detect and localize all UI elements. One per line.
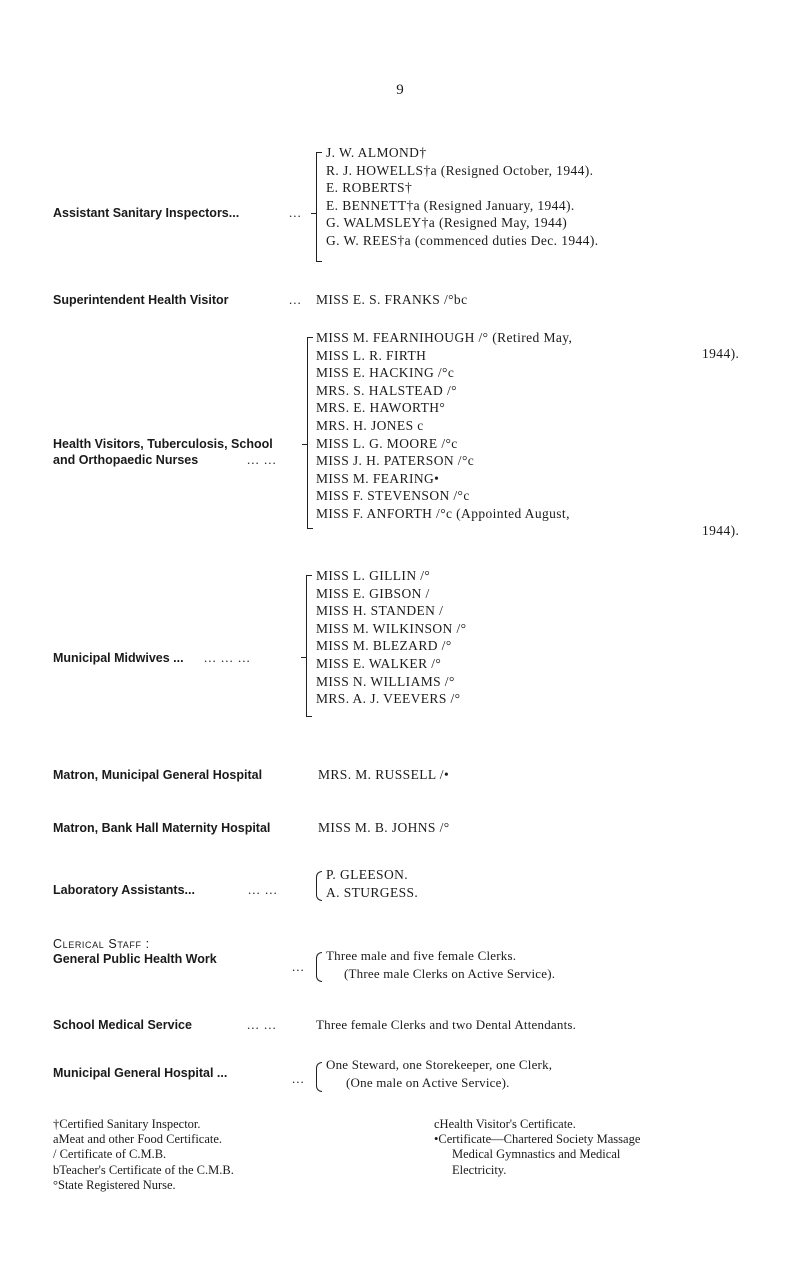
name-line: MRS. A. J. VEEVERS /°: [316, 691, 461, 707]
brace: [316, 152, 322, 262]
sanitary-names: [326, 144, 599, 250]
text-line: (Three male Clerks on Active Service).: [344, 965, 556, 981]
continuation-anforth: 1944).: [702, 523, 740, 538]
brace-tip: [302, 444, 308, 445]
matron-bankhall-name: MISS M. B. JOHNS /°: [318, 820, 450, 835]
label-midwives: Municipal Midwives ...: [53, 651, 184, 665]
label-clerical: General Public Health Work: [53, 952, 217, 966]
name-line: MISS F. STEVENSON /°c: [316, 488, 470, 504]
footnote: cHealth Visitor's Certificate.: [434, 1117, 576, 1131]
matron-general-name: MRS. M. RUSSELL /•: [318, 767, 450, 782]
leader-dots: ...: [289, 205, 302, 220]
continuation-firth: 1944).: [702, 346, 740, 361]
footnote: Electricity.: [452, 1162, 507, 1177]
brace: [316, 952, 322, 982]
label-municipal-hospital: Municipal General Hospital ...: [53, 1066, 228, 1080]
label-health-visitors-1: Health Visitors, Tuberculosis, School: [53, 437, 273, 451]
municipal-hospital-lines: [326, 1056, 552, 1091]
name-line: MISS E. GIBSON /: [316, 585, 430, 601]
footnote: bTeacher's Certificate of the C.M.B.: [53, 1162, 234, 1177]
clerical-lines: [326, 947, 555, 982]
name-line: MISS M. FEARNIHOUGH /° (Retired May,: [316, 330, 573, 345]
name-line: MRS. E. HAWORTH°: [316, 400, 446, 416]
leader-dots: ...: [292, 1071, 305, 1086]
name-line: MISS L. R. FIRTH: [316, 347, 427, 363]
text-line: One Steward, one Storekeeper, one Clerk,: [326, 1057, 553, 1072]
label-school-medical: School Medical Service: [53, 1018, 192, 1032]
leader-dots: ... ...: [247, 1017, 277, 1032]
text-line: (One male on Active Service).: [346, 1074, 510, 1090]
name-line: MISS F. ANFORTH /°c (Appointed August,: [316, 505, 570, 521]
name-line: G. W. REES†a (commenced duties Dec. 1944).: [326, 232, 599, 248]
name-line: MISS M. BLEZARD /°: [316, 638, 452, 654]
name-line: MISS E. HACKING /°c: [316, 365, 455, 381]
name-line: P. GLEESON.: [326, 867, 409, 882]
name-line: E. ROBERTS†: [326, 180, 413, 196]
footnote: °State Registered Nurse.: [53, 1177, 176, 1192]
label-matron-bankhall: Matron, Bank Hall Maternity Hospital: [53, 821, 271, 835]
brace: [306, 575, 312, 717]
footnotes-right: [434, 1117, 640, 1178]
footnotes-left: [53, 1117, 234, 1193]
page-number: 9: [396, 82, 404, 98]
brace: [316, 871, 322, 901]
name-line: J. W. ALMOND†: [326, 145, 427, 160]
name-line: A. STURGESS.: [326, 884, 419, 900]
label-matron-general: Matron, Municipal General Hospital: [53, 768, 263, 782]
name-line: MRS. S. HALSTEAD /°: [316, 382, 457, 398]
brace: [316, 1062, 322, 1092]
footnote: / Certificate of C.M.B.: [53, 1147, 167, 1162]
leader-dots: ...: [289, 292, 302, 307]
name-line: R. J. HOWELLS†a (Resigned October, 1944).: [326, 162, 594, 178]
label-superintendent: Superintendent Health Visitor: [53, 293, 229, 307]
brace-tip: [301, 657, 307, 658]
label-sanitary-inspectors: Assistant Sanitary Inspectors...: [53, 206, 240, 220]
name-line: MRS. H. JONES c: [316, 417, 424, 433]
name-line: MISS L. G. MOORE /°c: [316, 435, 458, 451]
name-line: MISS M. FEARING•: [316, 470, 440, 486]
footnote: †Certified Sanitary Inspector.: [53, 1117, 201, 1131]
name-line: MISS L. GILLIN /°: [316, 568, 431, 583]
name-line: MISS J. H. PATERSON /°c: [316, 453, 475, 469]
leader-dots: ...: [292, 959, 305, 974]
leader-dots: ... ... ...: [204, 650, 251, 665]
name-line: G. WALMSLEY†a (Resigned May, 1944): [326, 215, 568, 231]
footnote: aMeat and other Food Certificate.: [53, 1132, 223, 1147]
name-line: MISS M. WILKINSON /°: [316, 620, 467, 636]
brace-tip: [311, 213, 317, 214]
text-line: Three male and five female Clerks.: [326, 948, 517, 963]
leader-dots: ... ...: [248, 882, 278, 897]
brace: [307, 337, 313, 529]
midwife-names: [316, 567, 466, 708]
label-laboratory: Laboratory Assistants...: [53, 883, 195, 897]
footnote: Medical Gymnastics and Medical: [452, 1147, 621, 1162]
footnote: •Certificate—Chartered Society Massage: [434, 1132, 641, 1147]
clerical-heading: Clerical Staff :: [53, 937, 150, 951]
leader-dots: ... ...: [247, 452, 277, 467]
name-line: MISS H. STANDEN /: [316, 603, 444, 619]
name-line: E. BENNETT†a (Resigned January, 1944).: [326, 197, 575, 213]
health-visitor-names: [316, 329, 572, 523]
superintendent-name: MISS E. S. FRANKS /°bc: [316, 292, 468, 307]
school-medical-staff: Three female Clerks and two Dental Attendants.: [316, 1017, 577, 1032]
name-line: MISS N. WILLIAMS /°: [316, 673, 455, 689]
lab-names: [326, 866, 418, 901]
name-line: MISS E. WALKER /°: [316, 655, 442, 671]
label-health-visitors-2: and Orthopaedic Nurses: [53, 453, 199, 467]
